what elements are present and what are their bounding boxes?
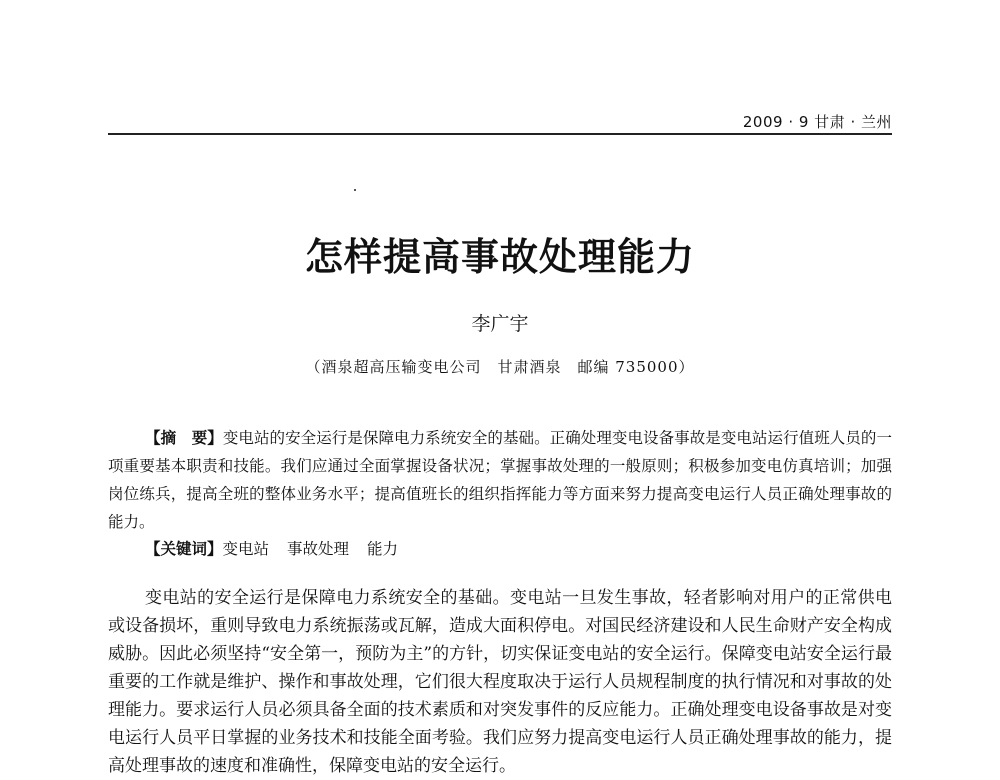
issue-date-location: 2009 · 9 甘肃 · 兰州 bbox=[742, 113, 892, 131]
keywords bbox=[145, 535, 416, 563]
scan-speck bbox=[354, 189, 356, 191]
article-title: 怎样提高事故处理能力 bbox=[304, 234, 695, 279]
header-rule bbox=[108, 133, 892, 135]
abstract-text: 变电站的安全运行是保障电力系统安全的基础。正确处理变电设备事故是变电站运行值班人员的一项重要基本职责和技能。我们应通过全面掌握设备状况；掌握事故处理的一般原则；积极参加变电仿真培训；加强岗位练兵，提高全班的整体业务水平；提高值班长的组织指挥能力等方面来努力提高变电运行人员正确处理事故的能力。 bbox=[108, 429, 892, 531]
keyword: 事故处理 bbox=[287, 540, 350, 558]
abstract bbox=[108, 424, 892, 536]
keyword: 能力 bbox=[367, 540, 399, 558]
body-paragraph: 变电站的安全运行是保障电力系统安全的基础。变电站一旦发生事故，轻者影响对用户的正常供电或设备损坏，重则导致电力系统振荡或瓦解，造成大面积停电。对国民经济建设和人民生命财产安全构成威胁。因此必须坚持“安全第一，预防为主”的方针，切实保证变电站的安全运行。保障变电站安全运行最重要的工作就是维护、操作和事故处理，它们很大程度取决于运行人员规程制度的执行情况和对事故的处理能力。要求运行人员必须具备全面的技术素质和对突发事件的反应能力。正确处理变电设备事故是对变电运行人员平日掌握的业务技术和技能全面考验。我们应努力提高变电运行人员正确处理事故的能力，提高处理事故的速度和准确性，保障变电站的安全运行。 bbox=[108, 588, 892, 776]
author-affiliation: （酒泉超高压输变电公司 甘肃酒泉 邮编 735000） bbox=[305, 358, 695, 376]
keywords-label: 【关键词】 bbox=[145, 539, 223, 558]
abstract-paragraph bbox=[108, 424, 892, 536]
abstract-label: 【摘 要】 bbox=[145, 428, 223, 447]
keyword: 变电站 bbox=[222, 540, 270, 558]
article-author: 李广宇 bbox=[471, 313, 529, 335]
